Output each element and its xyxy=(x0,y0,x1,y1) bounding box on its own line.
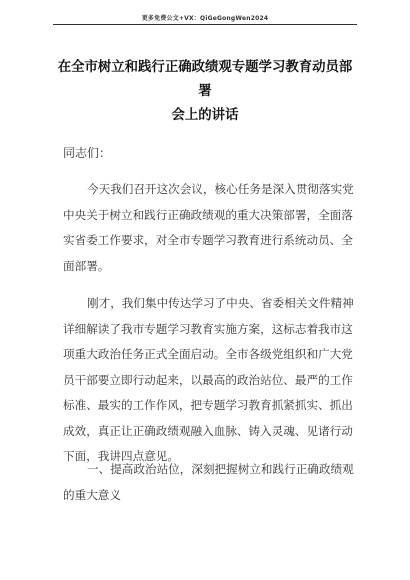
page-header: 更多免费公文+VX：QiGeGongWen2024 xyxy=(141,15,269,22)
title-line: 在全市树立和践行正确政绩观专题学习教育动员部署 xyxy=(57,60,353,99)
paragraph-line: 项重大政治任务正式全面启动。全市各级党组织和广大党 xyxy=(63,347,353,361)
paragraph-line: 标准、最实的工作作风，把专题学习教育抓紧抓实、抓出 xyxy=(63,398,353,412)
paragraph-line: 实省委工作要求，对全市专题学习教育进行系统动员、全 xyxy=(63,233,353,247)
section-heading-one xyxy=(63,457,359,508)
paragraph-line: 成效，真正让正确政绩观融入血脉、铸入灵魂、见诸行动 xyxy=(63,423,353,438)
paragraph-line: 面部署。 xyxy=(63,258,110,273)
document-title xyxy=(55,56,355,128)
paragraph-line: 的重大意义 xyxy=(63,487,121,502)
paragraph-line: 员干部要立即行动起来，以最高的政治站位、最严的工作 xyxy=(63,372,353,387)
paragraph-line: 今天我们召开这次会议，核心任务是深入贯彻落实党 xyxy=(87,182,354,196)
paragraph-line: 下面，我讲四点意见。 xyxy=(63,449,179,463)
paragraph-line: 一、提高政治站位，深刻把握树立和践行正确政绩观 xyxy=(87,462,354,476)
paragraph-line: 刚才，我们集中传达学习了中央、省委相关文件精神 xyxy=(87,296,354,310)
paragraph-line: 详细解读了我市专题学习教育实施方案，这标志着我市这 xyxy=(63,321,353,336)
paragraph-review xyxy=(63,291,359,470)
salutation: 同志们： xyxy=(63,146,112,160)
header-divider xyxy=(53,24,357,25)
title-line: 会上的讲话 xyxy=(171,108,239,123)
paragraph-opening xyxy=(63,177,359,279)
paragraph-line: 中央关于树立和践行正确政绩观的重大决策部署，全面落 xyxy=(63,207,353,222)
